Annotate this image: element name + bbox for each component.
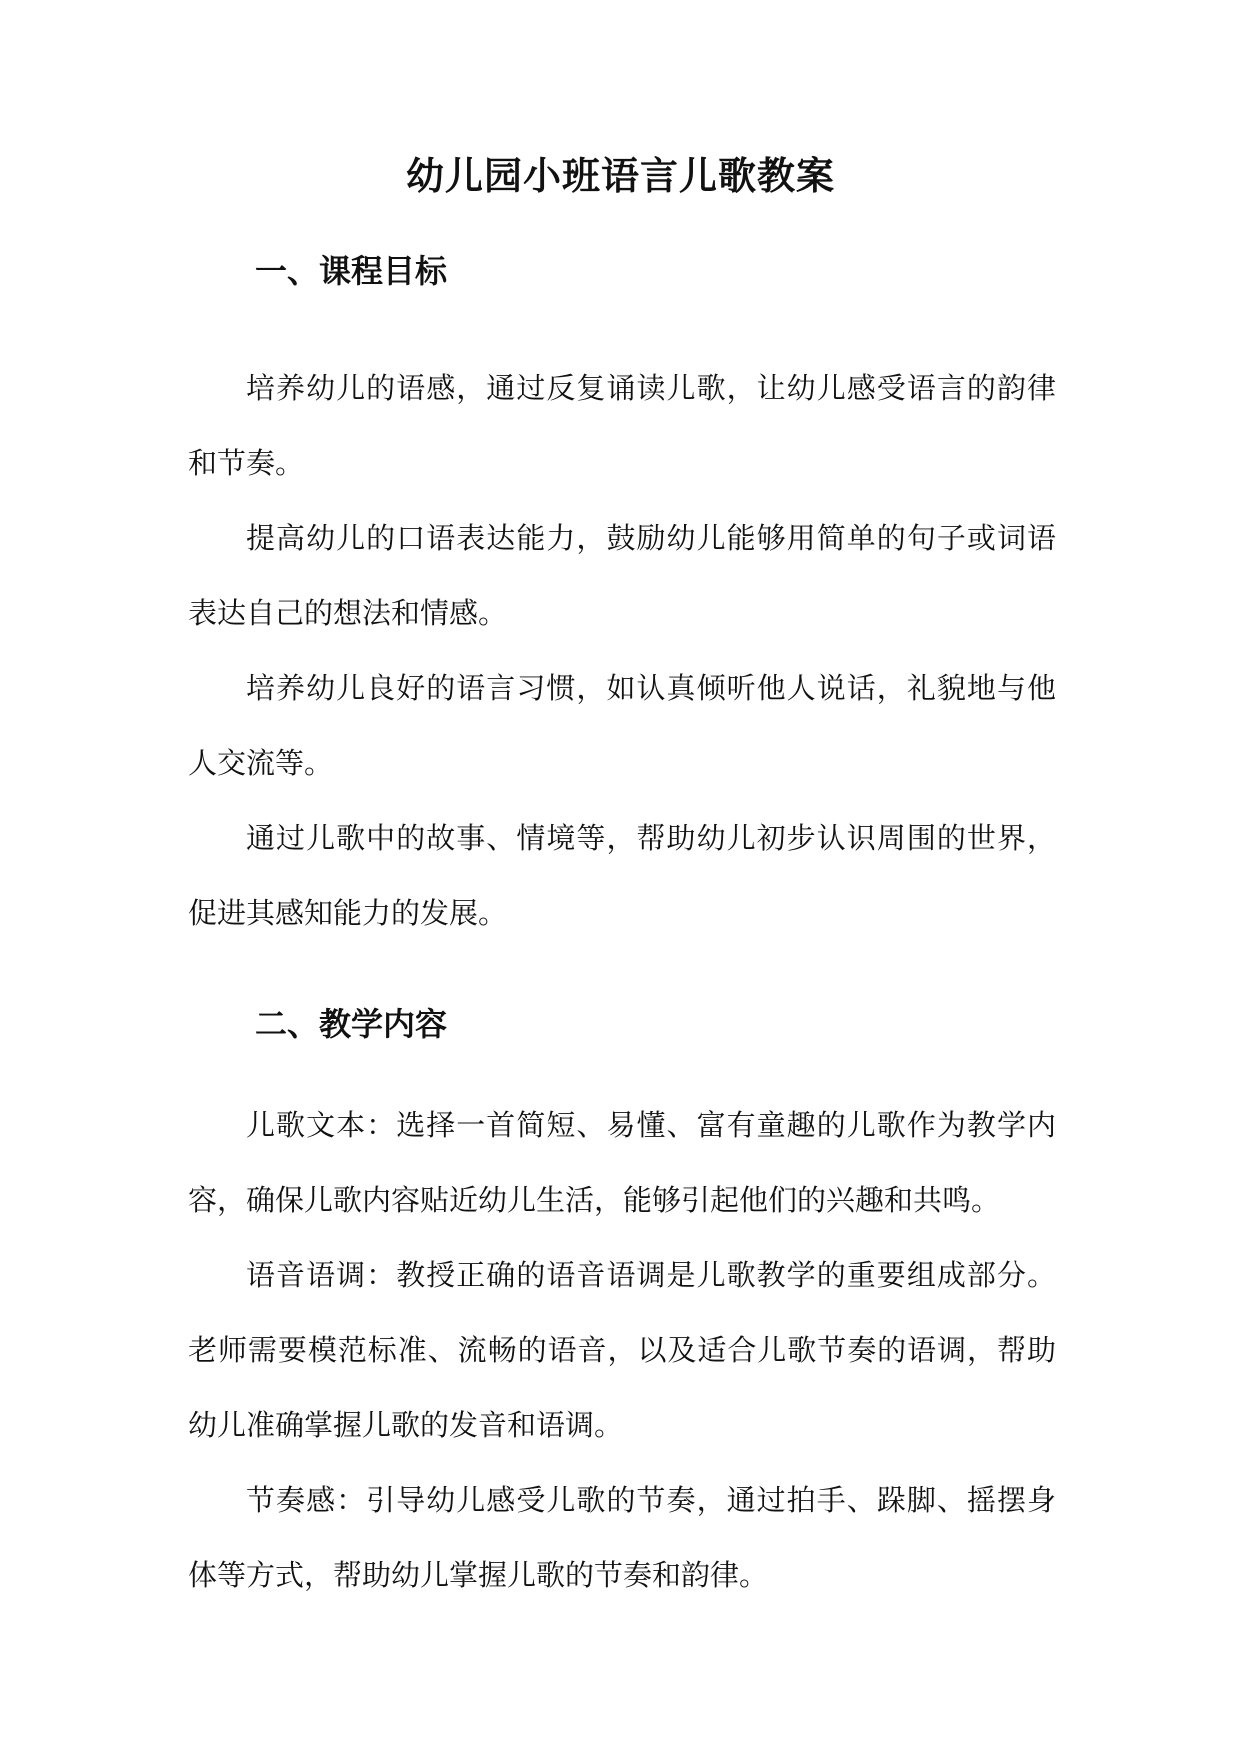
- document-title: 幼儿园小班语言儿歌教案: [405, 153, 835, 198]
- paragraph-goal-1: 培养幼儿的语感，通过反复诵读儿歌，让幼儿感受语言的韵律和节奏。: [188, 371, 1056, 480]
- section-heading-content: 二、教学内容: [255, 1005, 448, 1043]
- paragraph-content-2: 语音语调：教授正确的语音语调是儿歌教学的重要组成部分。老师需要模范标准、流畅的语音，以及适合儿歌节奏的语调，帮助幼儿准确掌握儿歌的发音和语调。: [188, 1258, 1056, 1442]
- paragraph-content-1: 儿歌文本：选择一首简短、易懂、富有童趣的儿歌作为教学内容，确保儿歌内容贴近幼儿生活，能够引起他们的兴趣和共鸣。: [188, 1108, 1056, 1217]
- paragraph-goal-2: 提高幼儿的口语表达能力，鼓励幼儿能够用简单的句子或词语表达自己的想法和情感。: [188, 521, 1056, 630]
- section-heading-goals: 一、课程目标: [255, 252, 448, 290]
- paragraph-content-3: 节奏感：引导幼儿感受儿歌的节奏，通过拍手、跺脚、摇摆身体等方式，帮助幼儿掌握儿歌的节奏和韵律。: [188, 1483, 1056, 1592]
- paragraph-goal-4: 通过儿歌中的故事、情境等，帮助幼儿初步认识周围的世界，促进其感知能力的发展。: [188, 821, 1056, 930]
- paragraph-goal-3: 培养幼儿良好的语言习惯，如认真倾听他人说话，礼貌地与他人交流等。: [188, 671, 1056, 780]
